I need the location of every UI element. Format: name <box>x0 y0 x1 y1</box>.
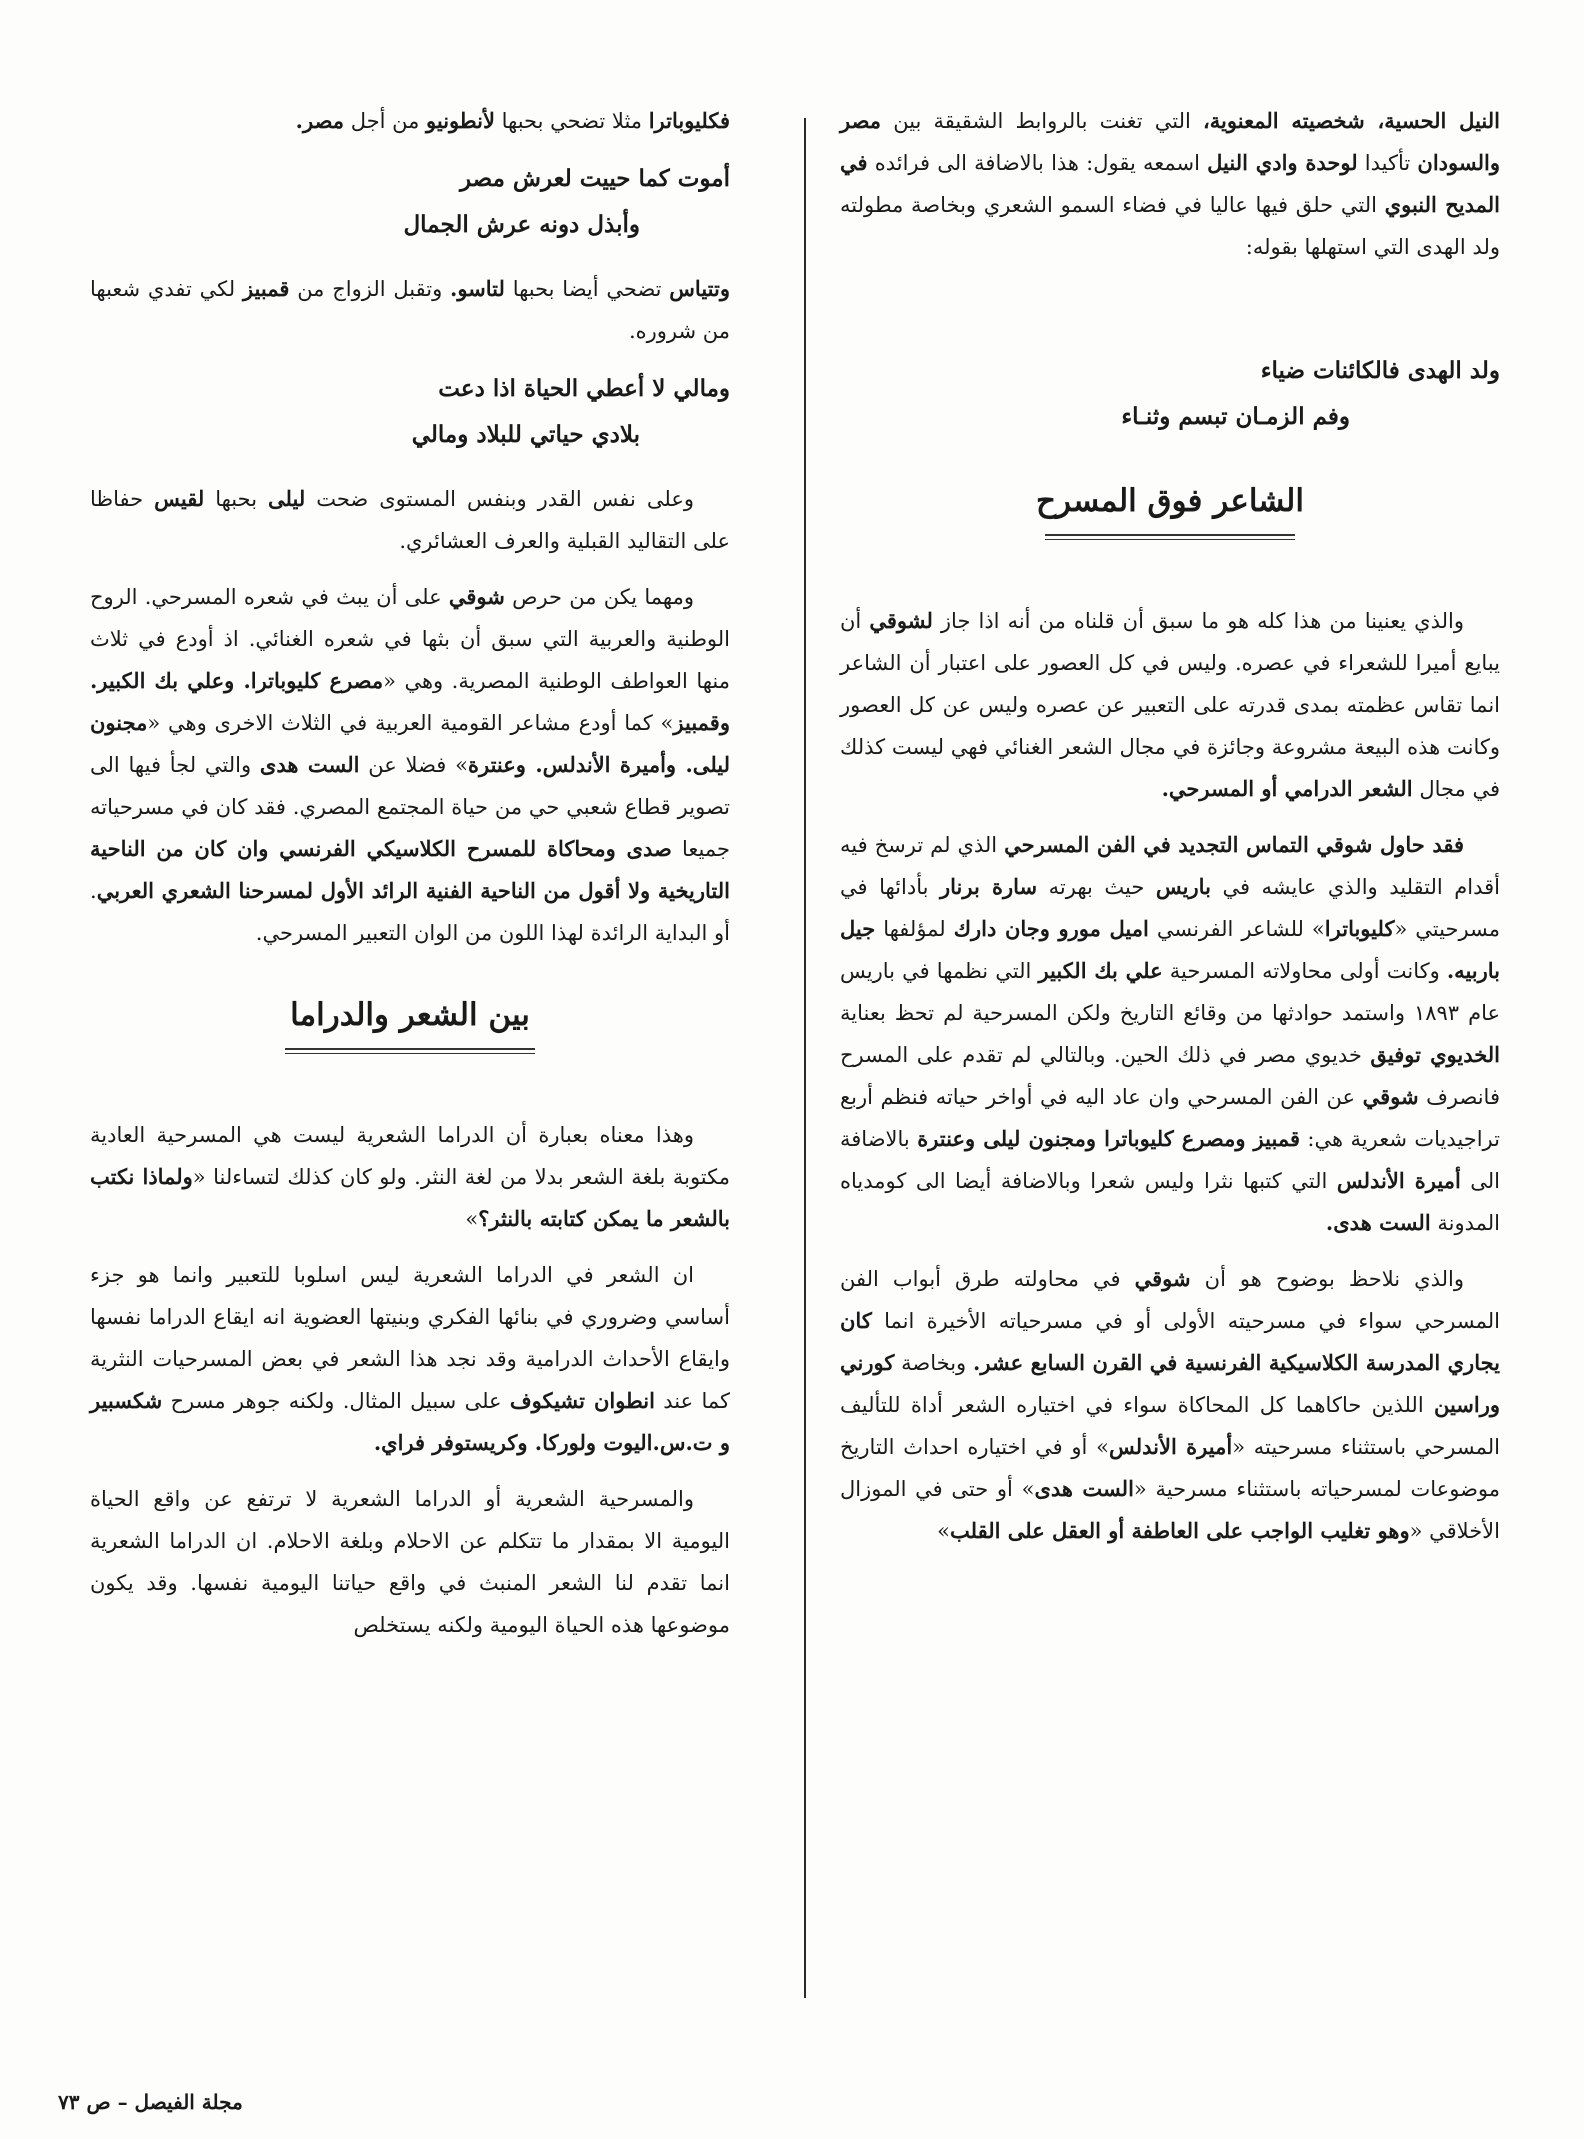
verse-line: بلادي حياتي للبلاد ومالي <box>411 421 640 448</box>
paragraph: ان الشعر في الدراما الشعرية ليس اسلوبا للتعبير وانما هو جزء أساسي وضروري في بنائها الفكري وبنيتها العضوية انه ايقاع الدراما نفسها وايقاع الأحداث الدرامية وقد نجد هذا الشعر في بعض المسرحيات النثرية كما عند انطوان تشيكوف على سبيل المثال. ولكنه جوهر مسرح شكسبير و ت.س.اليوت ولوركا. وكريستوفر فراي. <box>90 1263 731 1455</box>
verse-line: وفم الزمـان تبسم وثنـاء <box>1121 403 1350 430</box>
paragraph: فكليوباترا مثلا تضحي بحبها لأنطونيو من أجل مصر. <box>295 108 730 133</box>
heading-poet-on-stage: الشاعر فوق المسرح <box>1036 483 1304 519</box>
heading-underline <box>1045 534 1295 540</box>
paragraph: فقد حاول شوقي التماس التجديد في الفن المسرحي الذي لم ترسخ فيه أقدام التقليد والذي عايشه في باريس حيث بهرته سارة برنار بأدائها في مسرحيتي «كليوباترا» للشاعر الفرنسي اميل مورو وجان دارك لمؤلفها جيل باربيه. وكانت أولى محاولاته المسرحية علي بك الكبير التي نظمها في باريس عام ١٨٩٣ واستمد حوادثها من وقائع التاريخ ولكن المسرحية لم تحظ بعناية الخديوي توفيق خديوي مصر في ذلك الحين. وبالتالي لم تقدم على المسرح فانصرف شوقي عن الفن المسرحي وان عاد اليه في أواخر حياته فنظم أربع تراجيديات شعرية هي: قمبيز ومصرع كليوباترا ومجنون ليلى وعنترة بالاضافة الى أميرة الأندلس التي كتبها نثرا وليس شعرا وبالاضافة أيضا الى كومدياه المدونة الست هدى. <box>840 832 1501 1235</box>
paragraph: والمسرحية الشعرية أو الدراما الشعرية لا ترتفع عن واقع الحياة اليومية الا بمقدار ما تتكلم عن الاحلام وبلغة الاحلام. ان الدراما الشعرية انما تقدم لنا الشعر المنبث في واقع حياتنا اليومية نفسها. وقد يكون موضوعها هذه الحياة اليومية ولكنه يستخلص <box>90 1487 730 1637</box>
column-divider <box>804 118 806 1998</box>
verse-tytias <box>90 366 730 458</box>
verse-line: ولد الهدى فالكائنات ضياء <box>1260 357 1500 384</box>
section-heading <box>840 480 1500 540</box>
heading-underline <box>285 1048 535 1054</box>
verse-line: وأبذل دونه عرش الجمال <box>403 211 640 238</box>
verse-line: ومالي لا أعطي الحياة اذا دعت <box>438 375 730 402</box>
paragraph: وهذا معناه بعبارة أن الدراما الشعرية ليست هي المسرحية العادية مكتوبة بلغة الشعر بدلا من لغة النثر. ولو كان كذلك لتساءلنا «ولماذا نكتب بالشعر ما يمكن كتابته بالنثر؟» <box>90 1123 730 1231</box>
paragraph: وتتياس تضحي أيضا بحبها لتاسو. وتقبل الزواج من قمبيز لكي تفدي شعبها من شروره. <box>90 276 730 343</box>
heading-poetry-and-drama: بين الشعر والدراما <box>290 997 530 1033</box>
left-column <box>90 100 730 1660</box>
paragraph: ومهما يكن من حرص شوقي على أن يبث في شعره المسرحي. الروح الوطنية والعربية التي سبق أن بثها في شعره الغنائي. اذ أودع في ثلاث منها العواطف الوطنية المصرية. وهي «مصرع كليوباترا. وعلي بك الكبير. وقمبيز» كما أودع مشاعر القومية العربية في الثلاث الاخرى وهي «مجنون ليلى. وأميرة الأندلس. وعنترة» فضلا عن الست هدى والتي لجأ فيها الى تصوير قطاع شعبي حي من حياة المجتمع المصري. فقد كان في مسرحياته جميعا صدى ومحاكاة للمسرح الكلاسيكي الفرنسي وان كان من الناحية التاريخية ولا أقول من الناحية الفنية الرائد الأول لمسرحنا الشعري العربي. أو البداية الرائدة لهذا اللون من الوان التعبير المسرحي. <box>90 584 731 945</box>
paragraph: والذي يعنينا من هذا كله هو ما سبق أن قلناه من أنه اذا جاز لشوقي أن يبايع أميرا للشعراء في عصره. وليس في كل العصور على اعتبار أن الشاعر انما تقاس عظمته بمدى قدرته على التعبير عن عصره وليس عن كل العصور وكانت هذه البيعة مشروعة وجائزة في مجال الشعر الغنائي فهي ليست كذلك في مجال الشعر الدرامي أو المسرحي. <box>840 608 1500 801</box>
paragraph: وعلى نفس القدر وبنفس المستوى ضحت ليلى بحبها لقيس حفاظا على التقاليد القبلية والعرف العشائري. <box>90 486 730 553</box>
verse-cleopatra <box>90 156 730 248</box>
verse-wulid-al-huda <box>840 348 1500 440</box>
paragraph: والذي نلاحظ بوضوح هو أن شوقي في محاولته طرق أبواب الفن المسرحي سواء في مسرحيته الأولى أو في مسرحياته الأخيرة انما كان يجاري المدرسة الكلاسيكية الفرنسية في القرن السابع عشر. وبخاصة كورني وراسين اللذين حاكاهما كل المحاكاة سواء في اختياره الشعر أداة للتأليف المسرحي باستثناء مسرحيته «أميرة الأندلس» أو في اختياره احداث التاريخ موضوعات لمسرحياته باستثناء مسرحية «الست هدى» أو حتى في الموزال الأخلاقي «وهو تغليب الواجب على العاطفة أو العقل على القلب» <box>840 1266 1500 1543</box>
intro-paragraph: النيل الحسية، شخصيته المعنوية، التي تغنت بالروابط الشقيقة بين مصر والسودان تأكيدا لوحدة وادي النيل اسمعه يقول: هذا بالاضافة الى فرائده في المديح النبوي التي حلق فيها عاليا في فضاء السمو الشعري وبخاصة مطولته ولد الهدى التي استهلها بقوله: <box>840 108 1500 259</box>
page-footer: مجلة الفيصل – ص ٧٣ <box>58 2090 243 2114</box>
section-heading <box>90 994 730 1054</box>
verse-line: أموت كما حييت لعرش مصر <box>459 165 730 192</box>
right-column <box>840 100 1500 1566</box>
